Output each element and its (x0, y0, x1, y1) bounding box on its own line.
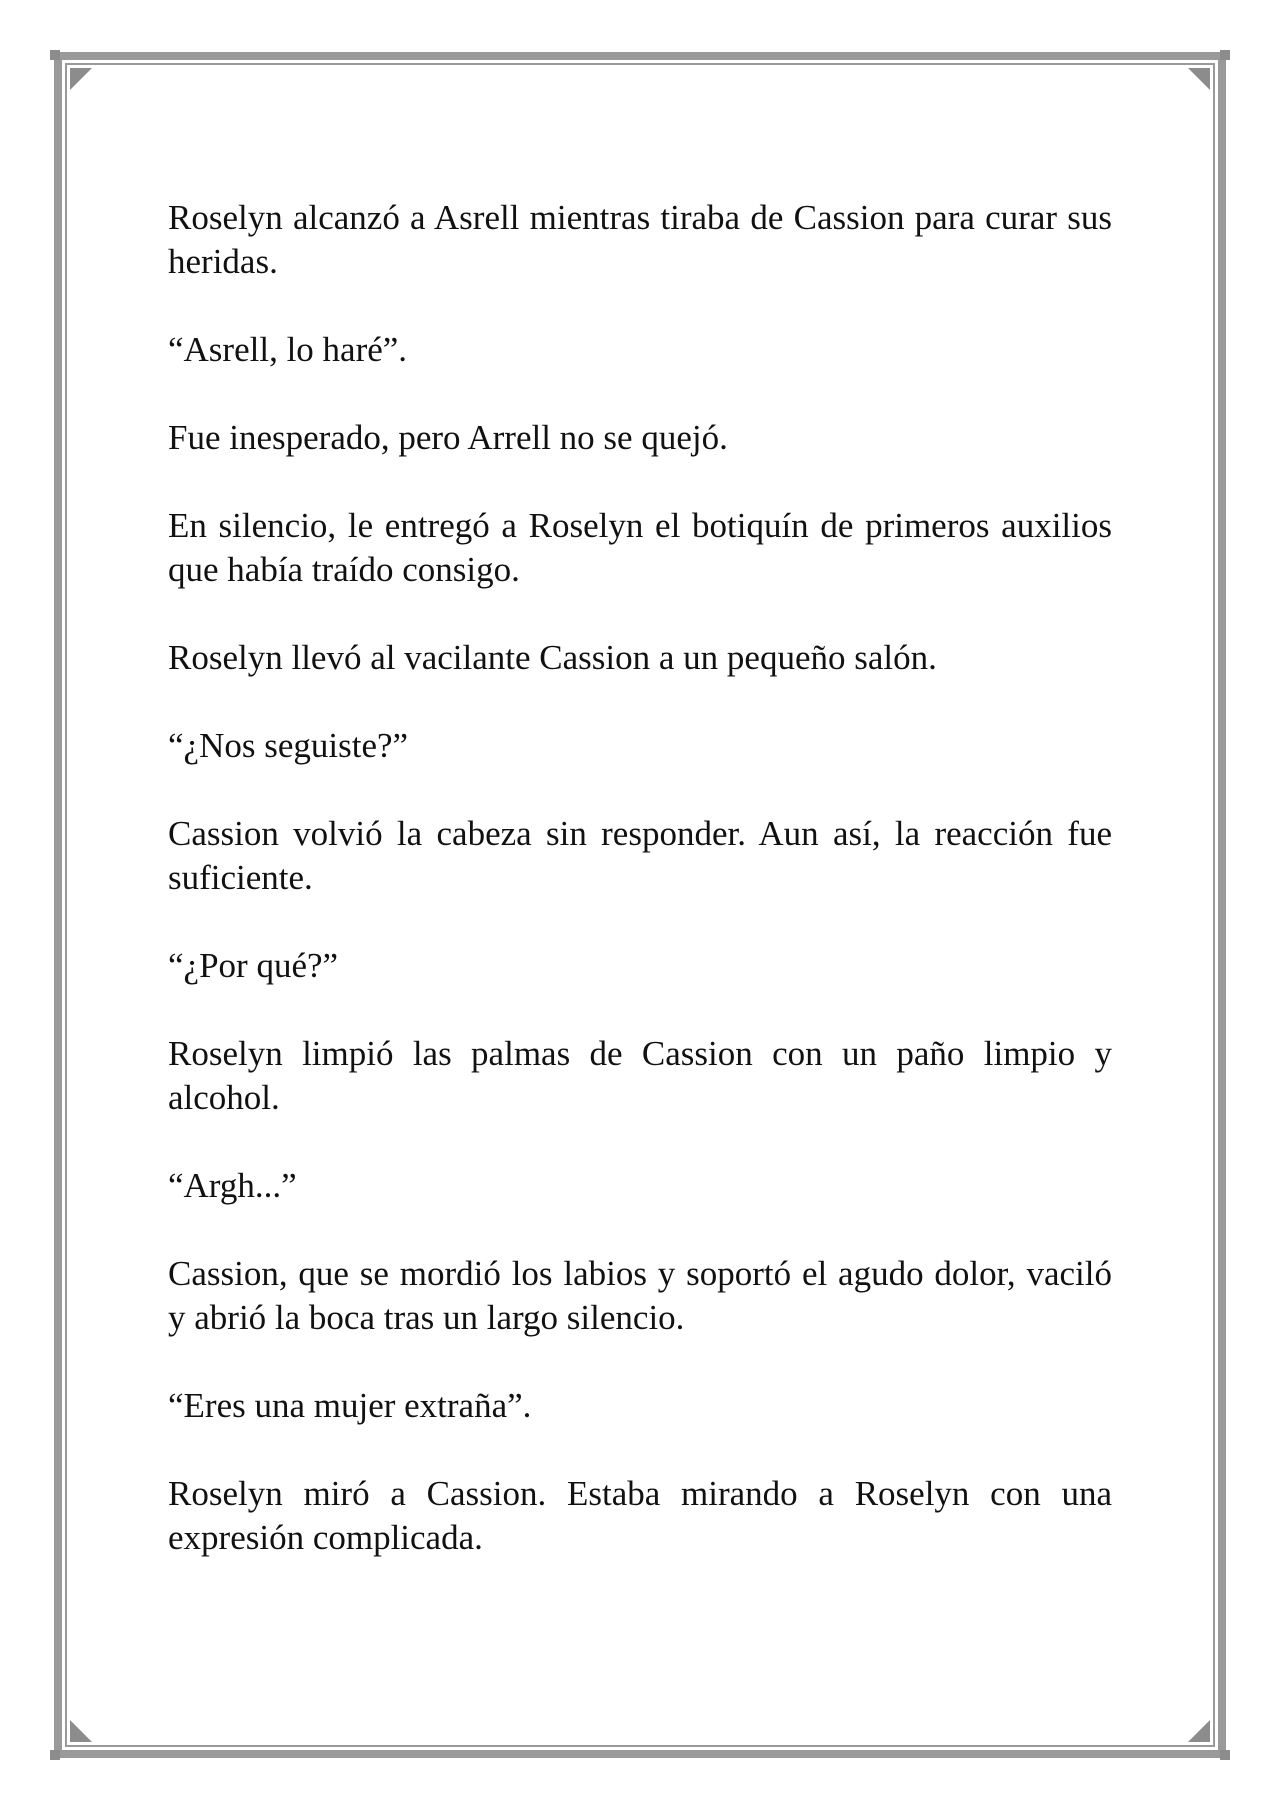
corner-triangle-bl (70, 1720, 92, 1742)
paragraph: En silencio, le entregó a Roselyn el botiquín de primeros auxilios que había traído consigo. (168, 506, 1112, 589)
paragraph: Roselyn limpió las palmas de Cassion con un paño limpio y alcohol. (168, 1034, 1112, 1117)
corner-triangle-tl (70, 68, 92, 90)
paragraph: “¿Por qué?” (168, 946, 339, 985)
paragraph: “Eres una mujer extraña”. (168, 1386, 532, 1425)
paragraph: “Asrell, lo haré”. (168, 330, 408, 369)
document-body (168, 196, 1112, 1560)
corner-square-tr (1220, 50, 1230, 60)
paragraph: Roselyn llevó al vacilante Cassion a un pequeño salón. (168, 638, 937, 677)
paragraph: “Argh...” (168, 1166, 297, 1205)
paragraph: Roselyn alcanzó a Asrell mientras tiraba de Cassion para curar sus heridas. (168, 198, 1112, 281)
paragraph: Fue inesperado, pero Arrell no se quejó. (168, 418, 728, 457)
corner-square-br (1220, 1750, 1230, 1760)
paragraph: Cassion, que se mordió los labios y soportó el agudo dolor, vaciló y abrió la boca tras un largo silencio. (168, 1254, 1112, 1337)
paragraph: Roselyn miró a Cassion. Estaba mirando a Roselyn con una expresión complicada. (168, 1474, 1112, 1557)
paragraph: “¿Nos seguiste?” (168, 726, 409, 765)
corner-triangle-br (1188, 1720, 1210, 1742)
paragraph: Cassion volvió la cabeza sin responder. Aun así, la reacción fue suficiente. (168, 814, 1112, 897)
corner-triangle-tr (1188, 68, 1210, 90)
corner-square-bl (50, 1750, 60, 1760)
corner-square-tl (50, 50, 60, 60)
